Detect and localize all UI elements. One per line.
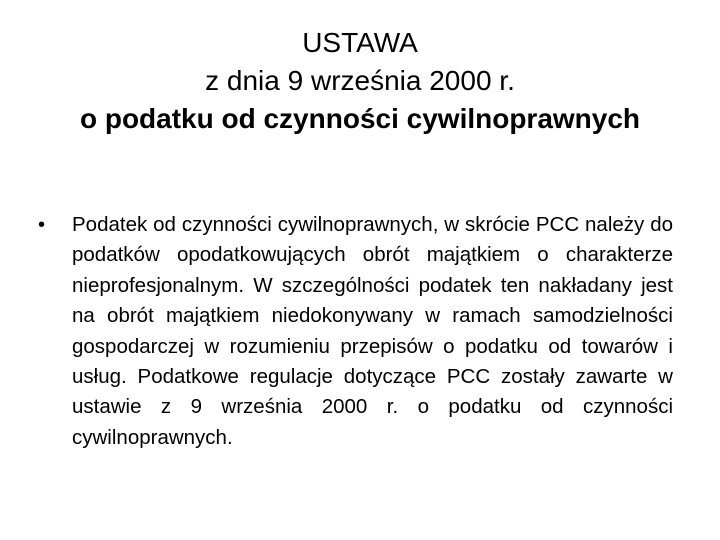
act-date: z dnia 9 września 2000 r. [205, 65, 515, 96]
bullet-list [38, 210, 673, 453]
title-block [20, 24, 700, 138]
bullet-icon: • [38, 214, 46, 236]
act-heading: USTAWA [302, 27, 418, 58]
bullet-paragraph: Podatek od czynności cywilnoprawnych, w skrócie PCC należy do podatków opodatkowujących obrót majątkiem o charakterze nieprofesjonalnym. W szczególności podatek ten nakładany jest na obrót majątkiem niedokonywany w ramach samodzielności gospodarczej w rozumieniu przepisów o podatku od towarów i usług. Podatkowe regulacje dotyczące PCC zostały zawarte w ustawie z 9 września 2000 r. o podatku od czynności cywilnoprawnych. [72, 213, 673, 449]
act-subject: o podatku od czynności cywilnoprawnych [79, 103, 641, 134]
